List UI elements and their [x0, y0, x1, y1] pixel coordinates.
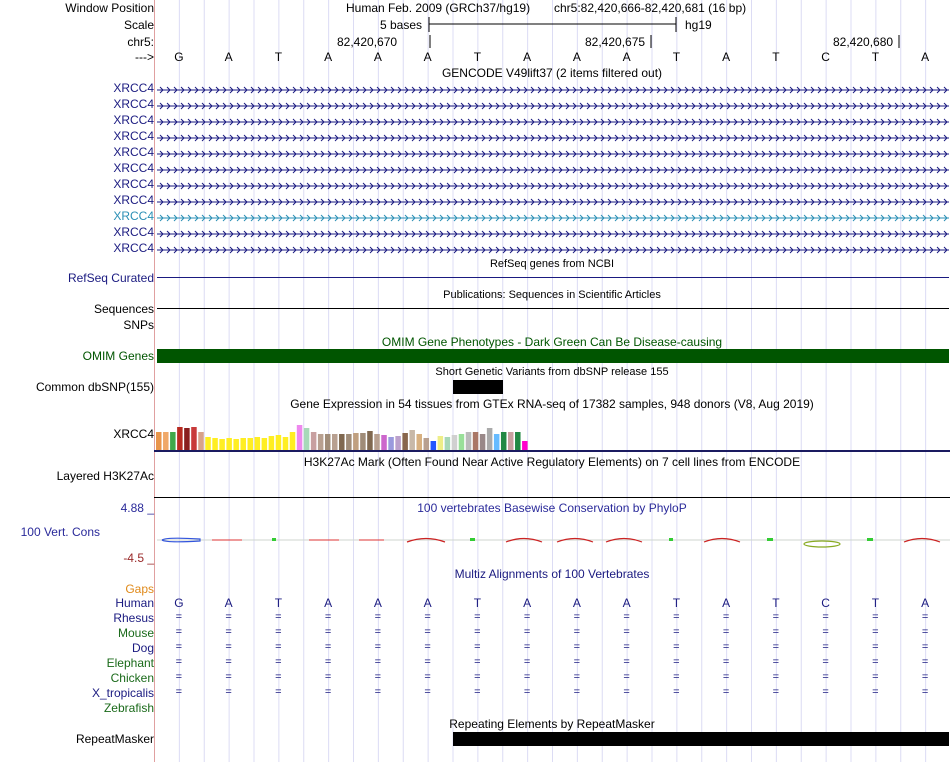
- sequence-base: A: [921, 50, 930, 64]
- gtex-tissue-bar: [508, 432, 514, 450]
- gtex-tissue-bar: [480, 434, 486, 450]
- human-base: A: [224, 596, 233, 610]
- alignment-match: =: [324, 641, 332, 653]
- human-base: A: [572, 596, 581, 610]
- phylop-track-label[interactable]: 100 Vert. Cons: [20, 525, 100, 539]
- species-label[interactable]: Rhesus: [113, 611, 154, 625]
- alignment-match: =: [175, 656, 183, 668]
- alignment-match: =: [921, 671, 929, 683]
- gaps-label: Gaps: [125, 582, 154, 596]
- alignment-match: =: [225, 686, 232, 698]
- gtex-tissue-bar: [177, 427, 183, 450]
- alignment-match: =: [573, 641, 581, 653]
- alignment-match: =: [623, 686, 630, 698]
- strand-arrow-label: --->: [135, 50, 154, 64]
- alignment-match: =: [374, 626, 382, 638]
- gencode-gene-label[interactable]: XRCC4: [113, 129, 154, 143]
- phylop-min-label: -4.5 _: [123, 551, 154, 565]
- human-base: C: [821, 596, 830, 610]
- gencode-transcript[interactable]: [157, 245, 949, 255]
- scale-label: Scale: [123, 18, 154, 32]
- gtex-tissue-bar: [248, 438, 254, 450]
- gencode-gene-label[interactable]: XRCC4: [113, 113, 154, 127]
- gtex-tissue-bar: [240, 438, 246, 450]
- alignment-match: =: [872, 611, 879, 623]
- alignment-match: =: [623, 641, 630, 653]
- gtex-tissue-bar: [297, 425, 303, 450]
- alignment-match: =: [175, 611, 183, 623]
- alignment-match: =: [921, 686, 929, 698]
- gtex-tissue-bar: [374, 434, 380, 450]
- human-base: T: [772, 596, 780, 610]
- gencode-transcript[interactable]: [157, 117, 949, 127]
- gtex-tissue-bar: [487, 428, 493, 450]
- gtex-tissue-bar: [431, 441, 437, 450]
- gencode-gene-label[interactable]: XRCC4: [113, 145, 154, 159]
- gtex-tissue-bar: [163, 432, 169, 450]
- gtex-tissue-bar: [233, 439, 239, 450]
- sequence-base: T: [672, 50, 681, 64]
- gtex-tissue-bar: [445, 437, 451, 450]
- species-label[interactable]: Chicken: [110, 671, 154, 685]
- alignment-match: =: [424, 611, 431, 623]
- gtex-tissue-bar: [473, 432, 479, 450]
- gtex-tissue-bar: [184, 428, 190, 450]
- gencode-gene-label[interactable]: XRCC4: [113, 225, 154, 239]
- coord-label-3: 82,420,680: [833, 35, 894, 49]
- gtex-tissue-bar: [283, 437, 289, 450]
- gtex-tissue-bar: [339, 434, 345, 450]
- alignment-match: =: [523, 671, 531, 683]
- alignment-match: =: [424, 656, 431, 668]
- alignment-match: =: [822, 671, 829, 683]
- alignment-match: =: [324, 671, 332, 683]
- gtex-tissue-bar: [269, 436, 275, 450]
- gencode-gene-label[interactable]: XRCC4: [113, 81, 154, 95]
- gtex-tissue-bar: [318, 434, 324, 450]
- alignment-match: =: [374, 686, 382, 698]
- human-base: A: [324, 596, 333, 610]
- alignment-match: =: [772, 641, 780, 653]
- gencode-transcript[interactable]: [157, 213, 949, 223]
- phylop-score-mark: [767, 538, 773, 541]
- chrom-label: chr5:: [127, 35, 154, 49]
- gtex-tissue-bar: [156, 432, 162, 450]
- human-base: A: [622, 596, 631, 610]
- multiz-title: Multiz Alignments of 100 Vertebrates: [454, 567, 650, 581]
- alignment-match: =: [822, 686, 829, 698]
- sequence-base: A: [622, 50, 631, 64]
- alignment-match: =: [722, 656, 730, 668]
- alignment-match: =: [573, 626, 581, 638]
- omim-bar[interactable]: [157, 349, 949, 363]
- assembly-text: Human Feb. 2009 (GRCh37/hg19): [346, 1, 531, 15]
- alignment-match: =: [474, 611, 481, 623]
- alignment-match: =: [225, 611, 232, 623]
- alignment-match: =: [523, 641, 531, 653]
- repeat-element[interactable]: [453, 732, 949, 746]
- alignment-match: =: [523, 686, 531, 698]
- refseq-line: [157, 277, 949, 278]
- gtex-tissue-bar: [198, 432, 204, 450]
- coord-label-1: 82,420,670: [337, 35, 398, 49]
- gencode-gene-label[interactable]: XRCC4: [113, 161, 154, 175]
- alignment-match: =: [275, 611, 282, 623]
- human-base: A: [523, 596, 532, 610]
- h3k27ac-title: H3K27Ac Mark (Often Found Near Active Regulatory Elements) on 7 cell lines from ENCODE: [303, 455, 801, 469]
- alignment-match: =: [175, 641, 183, 653]
- phylop-score-mark: [804, 541, 840, 547]
- gtex-tissue-bar: [409, 430, 415, 450]
- gencode-transcript[interactable]: [157, 149, 949, 159]
- alignment-match: =: [722, 686, 730, 698]
- gtex-tissue-bar: [466, 432, 472, 450]
- gencode-gene-label[interactable]: XRCC4: [113, 97, 154, 111]
- gtex-chart[interactable]: [154, 412, 950, 452]
- alignment-match: =: [673, 641, 680, 653]
- alignment-match: =: [772, 686, 780, 698]
- pubs-title: Publications: Sequences in Scientific Articles: [443, 289, 661, 301]
- species-label[interactable]: Elephant: [106, 656, 154, 670]
- alignment-match: =: [772, 626, 780, 638]
- human-base: T: [672, 596, 681, 610]
- sequence-base: T: [274, 50, 283, 64]
- species-label[interactable]: Zebrafish: [103, 701, 154, 715]
- alignment-match: =: [722, 641, 730, 653]
- sequence-base: A: [423, 50, 432, 64]
- h3k27ac-baseline: [154, 497, 950, 498]
- phylop-score-mark: [470, 538, 475, 541]
- phylop-title: 100 vertebrates Basewise Conservation by PhyloP: [417, 501, 687, 515]
- phylop-max-label: 4.88 _: [120, 501, 154, 515]
- gtex-tissue-bar: [276, 435, 282, 450]
- omim-title: OMIM Gene Phenotypes - Dark Green Can Be Disease-causing: [381, 335, 723, 349]
- alignment-match: =: [225, 671, 232, 683]
- alignment-match: =: [673, 686, 680, 698]
- species-label[interactable]: Mouse: [117, 626, 154, 640]
- alignment-match: =: [921, 641, 929, 653]
- pubs-track-label[interactable]: Sequences: [93, 302, 154, 316]
- alignment-match: =: [424, 641, 431, 653]
- alignment-match: =: [474, 671, 481, 683]
- gtex-tissue-bar: [304, 428, 310, 450]
- alignment-match: =: [324, 686, 332, 698]
- sequence-base: A: [224, 50, 233, 64]
- alignment-match: =: [573, 671, 581, 683]
- gtex-tissue-bar: [522, 441, 528, 450]
- repeatmasker-track-label[interactable]: RepeatMasker: [75, 732, 154, 746]
- sequence-base: T: [871, 50, 880, 64]
- gtex-tissue-bar: [402, 433, 408, 450]
- h3k27ac-track-label[interactable]: Layered H3K27Ac: [56, 469, 154, 483]
- alignment-match: =: [374, 611, 382, 623]
- human-base: T: [473, 596, 482, 610]
- gtex-tissue-bar: [438, 436, 444, 450]
- alignment-match: =: [275, 641, 282, 653]
- alignment-match: =: [722, 671, 730, 683]
- alignment-match: =: [523, 626, 531, 638]
- alignment-match: =: [623, 626, 630, 638]
- gtex-tissue-bar: [290, 432, 296, 450]
- sequence-base: A: [373, 50, 382, 64]
- gtex-tissue-bar: [205, 437, 211, 450]
- alignment-match: =: [872, 641, 879, 653]
- gtex-tissue-bar: [452, 435, 458, 450]
- gtex-tissue-bar: [191, 427, 197, 450]
- alignment-match: =: [324, 611, 332, 623]
- human-base: T: [274, 596, 283, 610]
- alignment-match: =: [822, 611, 829, 623]
- alignment-match: =: [921, 611, 929, 623]
- alignment-match: =: [822, 626, 829, 638]
- alignment-match: =: [673, 611, 680, 623]
- alignment-match: =: [673, 626, 680, 638]
- alignment-match: =: [673, 671, 680, 683]
- alignment-match: =: [374, 656, 382, 668]
- phylop-score-mark: [272, 538, 276, 541]
- gencode-gene-label[interactable]: XRCC4: [113, 193, 154, 207]
- gtex-tissue-bar: [212, 438, 218, 450]
- gtex-tissue-bar: [346, 434, 352, 450]
- alignment-match: =: [424, 626, 431, 638]
- gencode-title: GENCODE V49lift37 (2 items filtered out): [441, 66, 663, 80]
- sequence-base: A: [572, 50, 581, 64]
- sequence-base: A: [523, 50, 532, 64]
- gtex-tissue-bar: [262, 438, 268, 450]
- alignment-match: =: [275, 671, 282, 683]
- phylop-score-mark: [867, 538, 873, 541]
- alignment-match: =: [822, 641, 829, 653]
- alignment-match: =: [872, 626, 879, 638]
- gtex-tissue-bar: [226, 438, 232, 450]
- alignment-match: =: [921, 626, 929, 638]
- alignment-match: =: [623, 656, 630, 668]
- gtex-tissue-bar: [459, 434, 465, 450]
- db-text: hg19: [685, 18, 712, 32]
- gtex-tissue-bar: [367, 431, 373, 450]
- gencode-transcript[interactable]: [157, 165, 949, 175]
- gencode-gene-label[interactable]: XRCC4: [113, 177, 154, 191]
- gencode-gene-label[interactable]: XRCC4: [113, 241, 154, 255]
- alignment-match: =: [623, 611, 630, 623]
- scale-ruler: [154, 14, 950, 54]
- alignment-match: =: [275, 626, 282, 638]
- gencode-transcript[interactable]: [157, 133, 949, 143]
- gencode-transcript[interactable]: [157, 197, 949, 207]
- gtex-title: Gene Expression in 54 tissues from GTEx RNA-seq of 17382 samples, 948 donors (V8, Aug 2019): [290, 397, 814, 411]
- sequence-base: T: [772, 50, 780, 64]
- alignment-match: =: [474, 656, 481, 668]
- alignment-match: =: [175, 626, 183, 638]
- gtex-tissue-bar: [515, 432, 521, 450]
- gencode-transcript[interactable]: [157, 101, 949, 111]
- alignment-match: =: [722, 626, 730, 638]
- alignment-match: =: [225, 626, 232, 638]
- alignment-match: =: [374, 671, 382, 683]
- gtex-tissue-bar: [311, 432, 317, 450]
- dbsnp-title: Short Genetic Variants from dbSNP release 155: [435, 366, 669, 378]
- gtex-tissue-bar: [395, 436, 401, 450]
- gtex-tissue-bar: [255, 437, 261, 450]
- alignment-match: =: [225, 656, 232, 668]
- sequence-base: A: [324, 50, 333, 64]
- gtex-tissue-bar: [388, 437, 394, 450]
- alignment-match: =: [822, 656, 829, 668]
- gencode-transcript[interactable]: [157, 181, 949, 191]
- alignment-match: =: [474, 626, 481, 638]
- alignment-match: =: [772, 671, 780, 683]
- alignment-match: =: [474, 641, 481, 653]
- human-base: A: [722, 596, 731, 610]
- human-base: A: [921, 596, 930, 610]
- gtex-tissue-bar: [325, 434, 331, 450]
- sequence-base: T: [473, 50, 482, 64]
- gtex-tissue-bar: [494, 434, 500, 450]
- human-base: T: [871, 596, 880, 610]
- human-base: A: [373, 596, 382, 610]
- alignment-match: =: [424, 686, 431, 698]
- position-text: chr5:82,420,666-82,420,681 (16 bp): [554, 1, 747, 15]
- refseq-title: RefSeq genes from NCBI: [489, 258, 615, 270]
- alignment-match: =: [673, 656, 680, 668]
- alignment-match: =: [872, 686, 879, 698]
- alignment-match: =: [573, 656, 581, 668]
- alignment-match: =: [175, 686, 183, 698]
- coord-label-2: 82,420,675: [585, 35, 646, 49]
- dbsnp-track-label[interactable]: Common dbSNP(155): [35, 380, 154, 394]
- gtex-tissue-bar: [170, 432, 176, 450]
- phylop-score-mark: [669, 538, 673, 541]
- alignment-match: =: [225, 641, 232, 653]
- alignment-match: =: [772, 611, 780, 623]
- alignment-match: =: [175, 671, 183, 683]
- alignment-match: =: [921, 656, 929, 668]
- alignment-match: =: [424, 671, 431, 683]
- alignment-match: =: [722, 611, 730, 623]
- gencode-gene-label[interactable]: XRCC4: [113, 209, 154, 223]
- omim-track-label[interactable]: OMIM Genes: [82, 349, 154, 363]
- alignment-match: =: [374, 641, 382, 653]
- sequence-base: A: [722, 50, 731, 64]
- alignment-match: =: [275, 686, 282, 698]
- species-label[interactable]: Human: [115, 596, 154, 610]
- phylop-plot[interactable]: [154, 530, 950, 550]
- gencode-transcript[interactable]: [157, 229, 949, 239]
- window-position-label: Window Position: [65, 1, 154, 15]
- human-base: A: [423, 596, 432, 610]
- scale-text: 5 bases: [380, 18, 423, 32]
- alignment-match: =: [573, 611, 581, 623]
- gtex-tissue-bar: [501, 432, 507, 450]
- refseq-track-label[interactable]: RefSeq Curated: [67, 271, 154, 285]
- gtex-tissue-bar: [353, 433, 359, 450]
- gtex-tissue-bar: [416, 434, 422, 450]
- alignment-match: =: [573, 686, 581, 698]
- alignment-match: =: [623, 671, 630, 683]
- gtex-track-label[interactable]: XRCC4: [113, 427, 154, 441]
- alignment-match: =: [872, 671, 879, 683]
- alignment-match: =: [523, 611, 531, 623]
- gtex-tissue-bar: [332, 434, 338, 450]
- gtex-tissue-bar: [424, 438, 430, 450]
- alignment-match: =: [772, 656, 780, 668]
- alignment-match: =: [872, 656, 879, 668]
- species-label[interactable]: X_tropicalis: [91, 686, 154, 700]
- alignment-match: =: [275, 656, 282, 668]
- sequence-base: G: [174, 50, 184, 64]
- gtex-tissue-bar: [381, 435, 387, 450]
- repeatmasker-title: Repeating Elements by RepeatMasker: [449, 717, 655, 731]
- snps-track-label[interactable]: SNPs: [123, 318, 154, 332]
- gtex-baseline: [154, 450, 950, 452]
- dbsnp-variant[interactable]: [453, 380, 503, 394]
- gencode-transcript[interactable]: [157, 85, 949, 95]
- alignment-match: =: [324, 626, 332, 638]
- alignment-match: =: [523, 656, 531, 668]
- pubs-line: [157, 308, 949, 309]
- species-label[interactable]: Dog: [131, 641, 154, 655]
- gtex-tissue-bar: [360, 433, 366, 450]
- gtex-tissue-bar: [219, 439, 225, 450]
- alignment-match: =: [474, 686, 481, 698]
- alignment-match: =: [324, 656, 332, 668]
- human-base: G: [174, 596, 184, 610]
- sequence-base: C: [821, 50, 830, 64]
